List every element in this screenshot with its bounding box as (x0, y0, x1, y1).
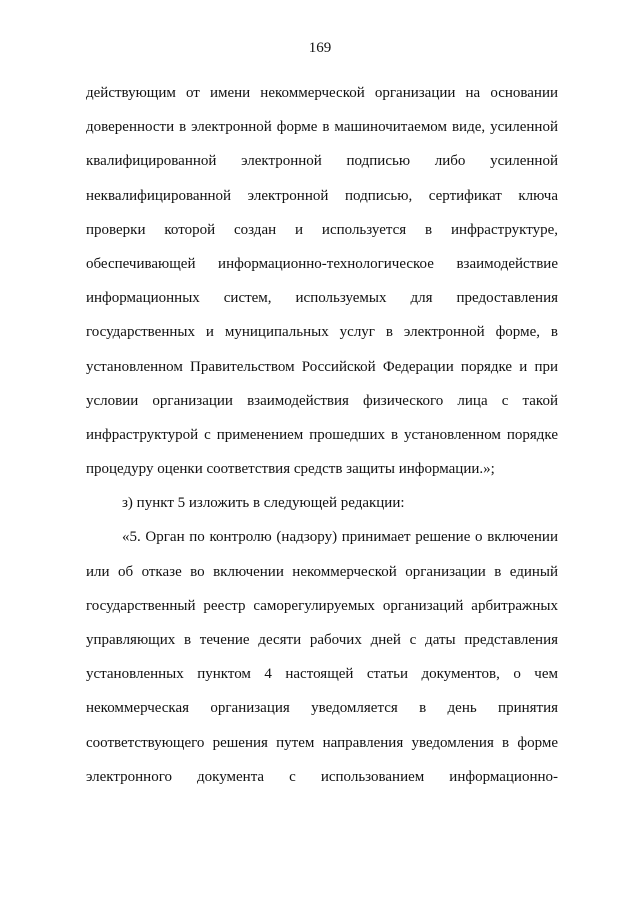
text-line: государственных и муниципальных услуг в электронной форме, в (86, 324, 558, 341)
text-line: действующим от имени некоммерческой организации на основании (86, 85, 558, 101)
text-line: информационных систем, используемых для предоставления (86, 290, 558, 307)
text-line: управляющих в течение десяти рабочих дней с даты представления (86, 632, 558, 648)
text-line: условии организации взаимодействия физического лица с такой (86, 392, 558, 409)
text-line: установленном Правительством Российской Федерации порядке и при (86, 358, 558, 375)
text-line: неквалифицированной электронной подписью, сертификат ключа (86, 187, 558, 204)
text-line: з) пункт 5 изложить в следующей редакции: (122, 495, 405, 512)
text-line: соответствующего решения путем направления уведомления в форме (86, 734, 558, 751)
text-line: обеспечивающей информационно-технологическое взаимодействие (86, 255, 558, 272)
text-line: инфраструктурой с применением прошедших в установленном порядке (86, 426, 558, 443)
text-line: установленных пунктом 4 настоящей статьи документов, о чем (86, 666, 558, 683)
text-line: электронного документа с использованием информационно- (86, 768, 558, 785)
page-number: 169 (308, 40, 332, 56)
text-line: процедуру оценки соответствия средств защиты информации.»; (86, 461, 495, 478)
text-line: проверки которой создан и используется в инфраструктуре, (86, 221, 558, 238)
text-line: государственный реестр саморегулируемых организаций арбитражных (86, 597, 558, 614)
text-line: «5. Орган по контролю (надзору) принимает решение о включении (122, 529, 558, 546)
text-line: доверенности в электронной форме в машиночитаемом виде, усиленной (86, 119, 558, 136)
text-line: или об отказе во включении некоммерческой организации в единый (86, 563, 558, 580)
document-text (86, 76, 558, 794)
text-line: некоммерческая организация уведомляется в день принятия (86, 700, 558, 717)
text-line: квалифицированной электронной подписью либо усиленной (86, 153, 558, 170)
